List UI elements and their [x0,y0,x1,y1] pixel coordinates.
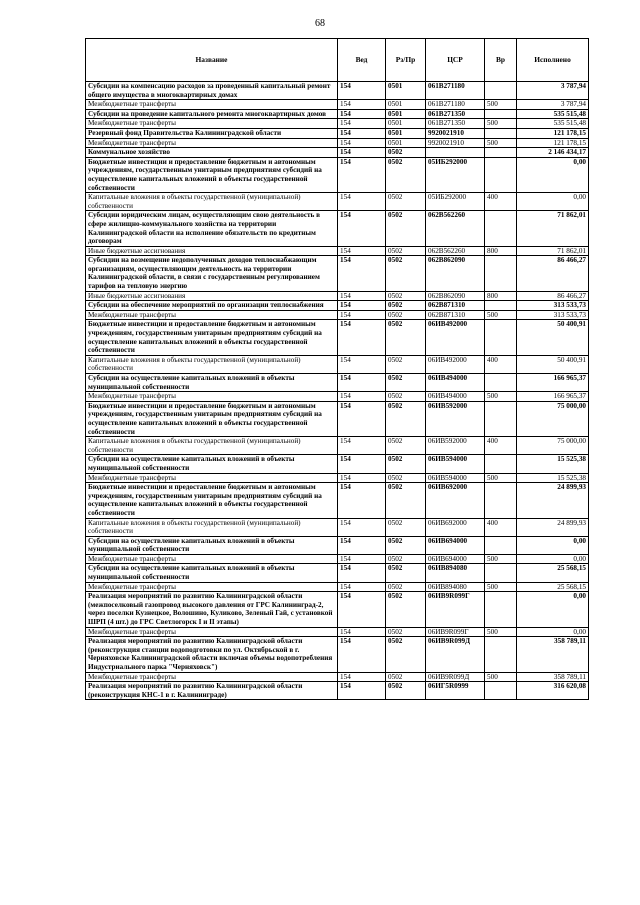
cell-csr: 06ИВ694000 [426,554,485,564]
cell-name: Межбюджетные трансферты [86,473,338,483]
cell-sum: 166 965,37 [517,392,589,402]
cell-vr [485,401,517,436]
cell-sum: 313 533,73 [517,310,589,320]
cell-rz: 0502 [386,310,426,320]
cell-rz: 0502 [386,301,426,311]
cell-sum: 121 178,15 [517,138,589,148]
table-row [86,682,589,700]
cell-ved: 154 [338,157,386,192]
cell-rz: 0502 [386,157,426,192]
table-row [86,392,589,402]
cell-ved: 154 [338,564,386,582]
cell-rz: 0502 [386,193,426,211]
table-row [86,473,589,483]
cell-vr [485,374,517,392]
cell-vr [485,82,517,100]
cell-csr: 061B271180 [426,100,485,110]
cell-rz: 0502 [386,592,426,627]
cell-csr: 06ИВ692000 [426,483,485,518]
cell-rz: 0501 [386,109,426,119]
cell-vr [485,592,517,627]
cell-sum: 25 568,15 [517,582,589,592]
cell-sum: 75 000,00 [517,437,589,455]
cell-csr: 06ИВ9R099Г [426,627,485,637]
cell-name: Резервный фонд Правительства Калининградской области [86,128,338,138]
cell-vr: 500 [485,473,517,483]
header-rz: Рз/Пр [386,39,426,82]
cell-ved: 154 [338,211,386,246]
table-row [86,157,589,192]
cell-csr: 062В871310 [426,310,485,320]
table-row [86,320,589,355]
cell-name: Субсидии на компенсацию расходов за проведенный капитальный ремонт общего имущества в многоквартирных домах [86,82,338,100]
cell-sum: 75 000,00 [517,401,589,436]
cell-rz: 0502 [386,582,426,592]
table-row [86,627,589,637]
table-row [86,637,589,672]
budget-table [85,38,589,700]
cell-csr [426,148,485,158]
cell-name: Капитальные вложения в объекты государственной (муниципальной) собственности [86,355,338,373]
table-row [86,437,589,455]
table-row [86,301,589,311]
cell-rz: 0502 [386,564,426,582]
table-row [86,592,589,627]
cell-name: Межбюджетные трансферты [86,138,338,148]
cell-rz: 0502 [386,355,426,373]
table-row [86,119,589,129]
cell-name: Бюджетные инвестиции и предоставление бюджетным и автономным учреждениям, государственным унитарным предприятиям субсидий на осуществление капитальных вложений в объекты государственной собственности [86,320,338,355]
cell-vr [485,320,517,355]
table-row [86,554,589,564]
cell-vr: 500 [485,392,517,402]
cell-name: Субсидии на осуществление капитальных вложений в объекты муниципальной собственности [86,374,338,392]
cell-sum: 535 515,48 [517,119,589,129]
table-row [86,455,589,473]
cell-sum: 0,00 [517,627,589,637]
cell-rz: 0502 [386,455,426,473]
cell-sum: 50 400,91 [517,355,589,373]
table-row [86,564,589,582]
table-row [86,148,589,158]
cell-rz: 0502 [386,483,426,518]
cell-csr: 05ИБ292000 [426,193,485,211]
cell-sum: 86 466,27 [517,256,589,291]
cell-vr [485,157,517,192]
cell-csr: 061B271350 [426,109,485,119]
table-header [86,39,589,82]
cell-rz: 0502 [386,637,426,672]
cell-vr [485,128,517,138]
cell-rz: 0502 [386,148,426,158]
cell-csr: 06ИВ494000 [426,392,485,402]
cell-ved: 154 [338,473,386,483]
cell-ved: 154 [338,128,386,138]
cell-name: Капитальные вложения в объекты государственной (муниципальной) собственности [86,437,338,455]
cell-rz: 0502 [386,627,426,637]
cell-rz: 0501 [386,119,426,129]
cell-vr [485,682,517,700]
cell-name: Субсидии юридическим лицам, осуществляющим свою деятельность в сфере жилищно-коммунального хозяйства на территории Калининградской области на исполнение обязательств по кредитным договорам [86,211,338,246]
cell-rz: 0502 [386,518,426,536]
cell-vr: 500 [485,310,517,320]
cell-vr [485,211,517,246]
cell-rz: 0502 [386,682,426,700]
cell-name: Субсидии на осуществление капитальных вложений в объекты муниципальной собственности [86,536,338,554]
table-row [86,138,589,148]
cell-sum: 0,00 [517,536,589,554]
header-csr: ЦСР [426,39,485,82]
cell-rz: 0501 [386,100,426,110]
cell-rz: 0502 [386,554,426,564]
cell-name: Межбюджетные трансферты [86,554,338,564]
cell-csr: 06ИВ9R099Д [426,637,485,672]
cell-ved: 154 [338,582,386,592]
cell-rz: 0502 [386,392,426,402]
cell-ved: 154 [338,301,386,311]
cell-rz: 0502 [386,536,426,554]
cell-rz: 0501 [386,138,426,148]
cell-csr: 05ИБ292000 [426,157,485,192]
table-row [86,128,589,138]
table-body [86,82,589,700]
cell-ved: 154 [338,374,386,392]
cell-sum: 0,00 [517,554,589,564]
cell-name: Субсидии на осуществление капитальных вложений в объекты муниципальной собственности [86,564,338,582]
cell-vr: 800 [485,246,517,256]
cell-sum: 24 899,93 [517,483,589,518]
cell-sum: 86 466,27 [517,291,589,301]
cell-name: Капитальные вложения в объекты государственной (муниципальной) собственности [86,193,338,211]
cell-ved: 154 [338,672,386,682]
cell-vr [485,256,517,291]
cell-vr: 400 [485,518,517,536]
cell-csr: 062В562260 [426,211,485,246]
cell-ved: 154 [338,637,386,672]
cell-rz: 0502 [386,211,426,246]
table-row [86,246,589,256]
cell-csr: 06ИВ694000 [426,536,485,554]
cell-ved: 154 [338,138,386,148]
cell-sum: 71 862,01 [517,246,589,256]
cell-ved: 154 [338,355,386,373]
cell-vr: 400 [485,193,517,211]
table-row [86,256,589,291]
cell-name: Капитальные вложения в объекты государственной (муниципальной) собственности [86,518,338,536]
cell-csr: 06ИВ594000 [426,455,485,473]
table-row [86,109,589,119]
cell-vr: 500 [485,100,517,110]
header-vr: Вр [485,39,517,82]
cell-csr: 062В562260 [426,246,485,256]
cell-vr [485,564,517,582]
cell-name: Субсидии на возмещение недополученных доходов теплоснабжающим организациям, осуществляющим деятельность на территории Калининградской области, в связи с государственным регулированием тарифов на тепловую энергию [86,256,338,291]
cell-sum: 24 899,93 [517,518,589,536]
cell-ved: 154 [338,392,386,402]
header-ved: Вед [338,39,386,82]
cell-ved: 154 [338,148,386,158]
cell-sum: 313 533,73 [517,301,589,311]
cell-rz: 0501 [386,82,426,100]
cell-csr: 06ИВ894080 [426,582,485,592]
cell-name: Межбюджетные трансферты [86,672,338,682]
cell-ved: 154 [338,193,386,211]
table-row [86,355,589,373]
cell-ved: 154 [338,592,386,627]
cell-vr: 500 [485,554,517,564]
cell-ved: 154 [338,437,386,455]
cell-sum: 71 862,01 [517,211,589,246]
table-row [86,536,589,554]
cell-csr: 06ИВ492000 [426,320,485,355]
cell-rz: 0502 [386,401,426,436]
cell-ved: 154 [338,536,386,554]
cell-vr: 500 [485,138,517,148]
cell-name: Бюджетные инвестиции и предоставление бюджетным и автономным учреждениям, государственным унитарным предприятиям субсидий на осуществление капитальных вложений в объекты государственной собственности [86,401,338,436]
cell-sum: 535 515,48 [517,109,589,119]
cell-ved: 154 [338,483,386,518]
cell-name: Субсидии на проведение капитального ремонта многоквартирных домов [86,109,338,119]
cell-vr [485,455,517,473]
cell-ved: 154 [338,320,386,355]
cell-sum: 166 965,37 [517,374,589,392]
cell-name: Бюджетные инвестиции и предоставление бюджетным и автономным учреждениям, государственным унитарным предприятиям субсидий на осуществление капитальных вложений в объекты государственной собственности [86,157,338,192]
cell-name: Субсидии на обеспечение мероприятий по организации теплоснабжения [86,301,338,311]
cell-name: Иные бюджетные ассигнования [86,291,338,301]
cell-name: Межбюджетные трансферты [86,392,338,402]
cell-name: Межбюджетные трансферты [86,627,338,637]
cell-name: Реализация мероприятий по развитию Калининградской области (реконструкция станции водоподготовки по ул. Октябрьской в г. Черняховске Калининградской области включая объемы водопотребления Индустриального парка "Черняховск") [86,637,338,672]
cell-csr: 06ИВ9R099Д [426,672,485,682]
cell-sum: 0,00 [517,592,589,627]
cell-sum: 121 178,15 [517,128,589,138]
table-row [86,193,589,211]
cell-csr: 062В871310 [426,301,485,311]
cell-csr: 06ИВ592000 [426,401,485,436]
cell-rz: 0502 [386,473,426,483]
cell-csr: 062В862090 [426,291,485,301]
header-row [86,39,589,82]
cell-ved: 154 [338,100,386,110]
table-row [86,518,589,536]
cell-vr: 500 [485,627,517,637]
cell-vr [485,637,517,672]
cell-rz: 0502 [386,320,426,355]
cell-sum: 25 568,15 [517,564,589,582]
cell-sum: 2 146 434,17 [517,148,589,158]
cell-sum: 358 789,11 [517,637,589,672]
cell-rz: 0502 [386,246,426,256]
cell-name: Реализация мероприятий по развитию Калининградской области (реконструкция КНС-1 в г. Калининграде) [86,682,338,700]
cell-name: Реализация мероприятий по развитию Калининградской области (межпоселковый газопровод высокого давления от ГРС Калининград-2, через поселки Кузнецкое, Волошино, Куликово, Зеленый Гай, с установкой ШРП (4 шт.) до ГРС Светлогорск I и II этапы) [86,592,338,627]
cell-name: Субсидии на осуществление капитальных вложений в объекты муниципальной собственности [86,455,338,473]
cell-rz: 0502 [386,256,426,291]
table-row [86,211,589,246]
cell-name: Иные бюджетные ассигнования [86,246,338,256]
cell-sum: 358 789,11 [517,672,589,682]
cell-rz: 0502 [386,437,426,455]
cell-name: Бюджетные инвестиции и предоставление бюджетным и автономным учреждениям, государственным унитарным предприятиям субсидий на осуществление капитальных вложений в объекты государственной собственности [86,483,338,518]
cell-csr: 9920021910 [426,138,485,148]
cell-csr: 06ИВ894080 [426,564,485,582]
cell-vr: 400 [485,355,517,373]
cell-ved: 154 [338,246,386,256]
cell-csr: 06ИВ9R099Г [426,592,485,627]
cell-csr: 062В862090 [426,256,485,291]
table-row [86,401,589,436]
cell-ved: 154 [338,109,386,119]
cell-sum: 0,00 [517,157,589,192]
cell-ved: 154 [338,518,386,536]
cell-vr [485,536,517,554]
cell-vr: 500 [485,582,517,592]
cell-rz: 0502 [386,291,426,301]
table-row [86,310,589,320]
table-row [86,672,589,682]
cell-sum: 0,00 [517,193,589,211]
cell-sum: 15 525,38 [517,455,589,473]
cell-sum: 3 787,94 [517,82,589,100]
cell-sum: 316 620,08 [517,682,589,700]
cell-vr: 500 [485,672,517,682]
cell-ved: 154 [338,256,386,291]
cell-vr [485,109,517,119]
cell-csr: 061B271350 [426,119,485,129]
cell-ved: 154 [338,119,386,129]
cell-name: Межбюджетные трансферты [86,100,338,110]
table-row [86,483,589,518]
table-row [86,82,589,100]
cell-csr: 9920021910 [426,128,485,138]
cell-ved: 154 [338,82,386,100]
cell-csr: 06ИВ692000 [426,518,485,536]
cell-ved: 154 [338,310,386,320]
cell-ved: 154 [338,627,386,637]
table-row [86,291,589,301]
cell-ved: 154 [338,291,386,301]
header-name: Название [86,39,338,82]
cell-csr: 06ИВ494000 [426,374,485,392]
table-row [86,582,589,592]
cell-vr: 800 [485,291,517,301]
cell-csr: 06ИВ592000 [426,437,485,455]
cell-ved: 154 [338,682,386,700]
cell-vr: 400 [485,437,517,455]
cell-name: Коммунальное хозяйство [86,148,338,158]
cell-sum: 3 787,94 [517,100,589,110]
cell-vr [485,301,517,311]
cell-vr: 500 [485,119,517,129]
cell-name: Межбюджетные трансферты [86,582,338,592]
cell-csr: 06ИВ492000 [426,355,485,373]
cell-vr [485,148,517,158]
page-number: 68 [315,18,325,29]
cell-ved: 154 [338,401,386,436]
cell-sum: 15 525,38 [517,473,589,483]
cell-csr: 06ИГ5R0999 [426,682,485,700]
cell-ved: 154 [338,554,386,564]
table-row [86,100,589,110]
cell-csr: 06ИВ594000 [426,473,485,483]
table-row [86,374,589,392]
cell-vr [485,483,517,518]
cell-ved: 154 [338,455,386,473]
cell-name: Межбюджетные трансферты [86,310,338,320]
cell-sum: 50 400,91 [517,320,589,355]
header-sum: Исполнено [517,39,589,82]
cell-name: Межбюджетные трансферты [86,119,338,129]
cell-rz: 0502 [386,672,426,682]
cell-rz: 0502 [386,374,426,392]
cell-csr: 061B271180 [426,82,485,100]
cell-rz: 0501 [386,128,426,138]
